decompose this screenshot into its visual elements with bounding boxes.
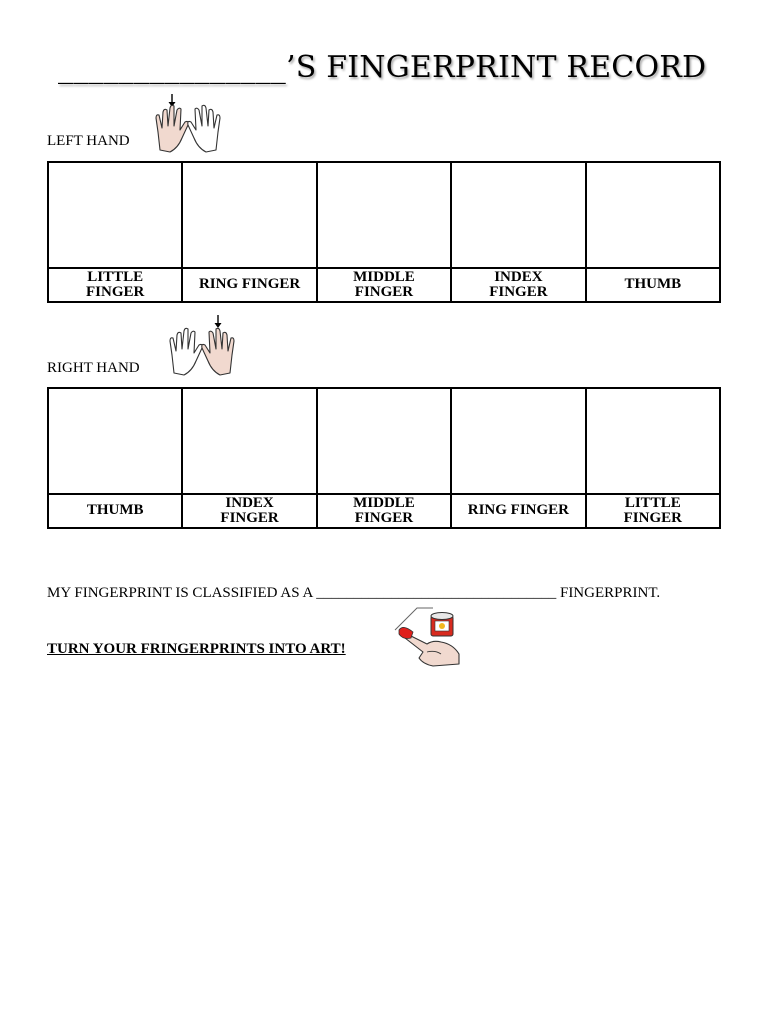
left-hand-highlighted-icon xyxy=(152,92,224,156)
right-hand-label: RIGHT HAND xyxy=(47,360,140,376)
right-little-finger-print-box[interactable] xyxy=(586,388,720,494)
finger-painting-icon xyxy=(393,604,465,672)
finger-label: LITTLE FINGER xyxy=(86,268,145,300)
finger-label: THUMB xyxy=(86,502,144,519)
finger-label: MIDDLE FINGER xyxy=(353,268,415,300)
left-finger-labels-row xyxy=(48,268,720,303)
left-hand-fingerprint-table xyxy=(47,161,721,303)
left-middle-finger-print-box[interactable] xyxy=(317,162,451,268)
left-hand-label: LEFT HAND xyxy=(47,133,130,149)
right-finger-labels-row xyxy=(48,494,720,529)
finger-label: RING FINGER xyxy=(467,502,569,519)
right-index-finger-print-box[interactable] xyxy=(182,388,316,494)
right-hand-fingerprint-table xyxy=(47,387,721,529)
art-instruction-heading: TURN YOUR FRINGERPRINTS INTO ART! xyxy=(47,641,346,657)
finger-label: THUMB xyxy=(624,276,682,293)
right-print-boxes-row xyxy=(48,388,720,494)
right-hand-highlighted-icon xyxy=(166,313,238,379)
left-ring-finger-print-box[interactable] xyxy=(182,162,316,268)
finger-label: RING FINGER xyxy=(198,276,301,293)
right-ring-finger-print-box[interactable] xyxy=(451,388,585,494)
page-title: _______________’S FINGERPRINT RECORD xyxy=(58,50,707,85)
finger-label: MIDDLE FINGER xyxy=(353,494,415,526)
left-print-boxes-row xyxy=(48,162,720,268)
left-thumb-print-box[interactable] xyxy=(586,162,720,268)
right-middle-finger-print-box[interactable] xyxy=(317,388,451,494)
finger-label: LITTLE FINGER xyxy=(623,494,682,526)
classification-fill-in-line[interactable]: MY FINGERPRINT IS CLASSIFIED AS A ________________________________ FINGERPRINT. xyxy=(47,585,661,601)
finger-label: INDEX FINGER xyxy=(489,268,548,300)
right-thumb-print-box[interactable] xyxy=(48,388,182,494)
left-little-finger-print-box[interactable] xyxy=(48,162,182,268)
left-index-finger-print-box[interactable] xyxy=(451,162,585,268)
finger-label: INDEX FINGER xyxy=(220,494,279,526)
